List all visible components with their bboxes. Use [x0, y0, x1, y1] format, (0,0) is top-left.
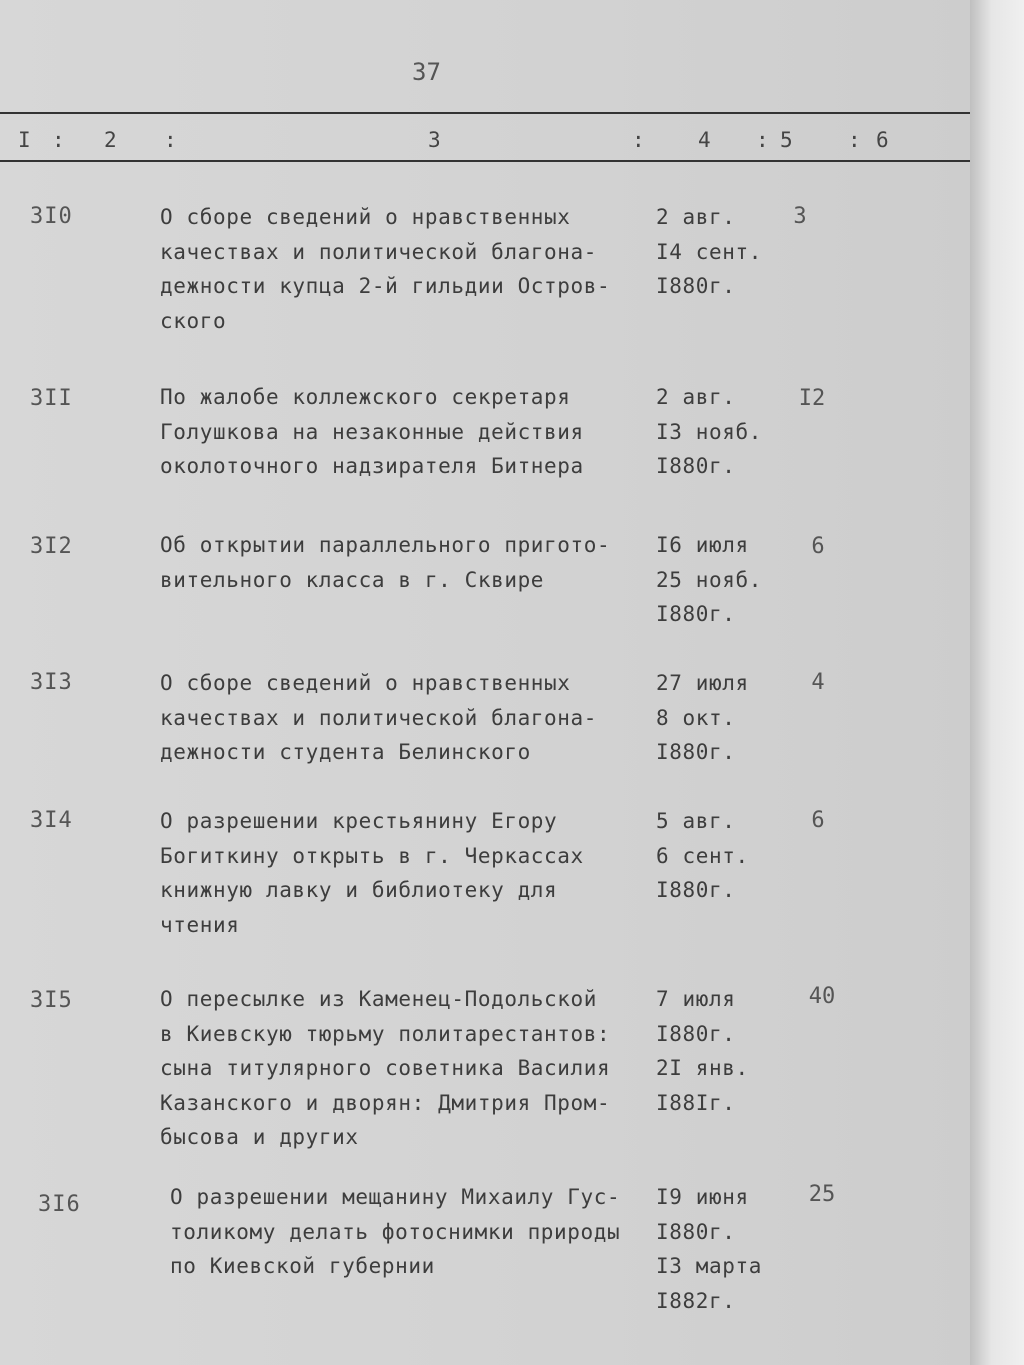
- entry-date-line: I4 сент.: [656, 239, 762, 264]
- entry-date-line: 8 окт.: [656, 705, 736, 730]
- entry-title-line: Казанского и дворян: Дмитрия Пром-: [160, 1090, 611, 1115]
- entry-title-line: О разрешении крестьянину Егору: [160, 809, 558, 833]
- entry-date-line: I882г.: [656, 1288, 736, 1313]
- entry-title: [160, 528, 630, 597]
- column-header-1: I: [18, 128, 31, 152]
- entry-title: [160, 982, 630, 1155]
- entry-date-line: I3 марта: [656, 1254, 762, 1278]
- entry-date-line: 2 авг.: [656, 385, 736, 409]
- entry-title-line: по Киевской губернии: [170, 1254, 435, 1278]
- entry-date-line: 27 июля: [656, 671, 749, 695]
- entry-dates: [656, 380, 762, 484]
- entry-dates: [656, 804, 749, 908]
- entry-date-line: I880г.: [656, 1021, 736, 1046]
- column-header-4: 4: [698, 128, 711, 152]
- column-separator: :: [756, 128, 769, 152]
- entry-number: 3I4: [30, 808, 73, 833]
- entry-title-line: Голушкова на незаконные действия: [160, 419, 584, 444]
- entry-title-line: ского: [160, 308, 227, 333]
- entry-title-line: О разрешении мещанину Михаилу Гус-: [170, 1185, 621, 1209]
- entry-number: 3II: [30, 386, 73, 411]
- entry-title-line: По жалобе коллежского секретаря: [160, 385, 571, 409]
- entry-sheet-count: 6: [811, 808, 825, 833]
- entry-sheet-count: 4: [811, 670, 825, 695]
- column-separator: :: [632, 128, 645, 152]
- entry-title-line: сына титулярного советника Василия: [160, 1056, 611, 1080]
- entry-title-line: Об открытии параллельного пригото-: [160, 533, 611, 557]
- entry-number: 3I0: [30, 204, 73, 229]
- column-header-3: 3: [428, 128, 441, 152]
- column-separator: :: [52, 128, 65, 152]
- entry-dates: [656, 528, 762, 632]
- page-edge: [970, 0, 1024, 1365]
- entry-title-line: О сборе сведений о нравственных: [160, 205, 571, 229]
- entry-title: [160, 380, 630, 484]
- entry-title-line: книжную лавку и библиотеку для: [160, 878, 558, 902]
- column-header-2: 2: [104, 128, 117, 152]
- entry-title-line: бысова и других: [160, 1125, 359, 1149]
- entry-date-line: I880г.: [656, 454, 736, 478]
- entry-sheet-count: 40: [808, 984, 836, 1009]
- entry-title-line: О пересылке из Каменец-Подольской: [160, 987, 598, 1011]
- entry-date-line: 2 авг.: [656, 205, 736, 229]
- entry-title-line: чтения: [160, 912, 240, 937]
- entry-dates: [656, 1180, 762, 1318]
- header-rule-top: [0, 112, 970, 114]
- entry-date-line: 7 июля: [656, 987, 736, 1011]
- entry-number: 3I3: [30, 670, 73, 695]
- entry-title-line: дежности студента Белинского: [160, 740, 531, 764]
- entry-date-line: I6 июля: [656, 533, 749, 557]
- entry-title: [170, 1180, 640, 1284]
- entry-date-line: I880г.: [656, 274, 736, 298]
- entry-title: [160, 666, 630, 770]
- entry-title-line: О сборе сведений о нравственных: [160, 671, 571, 695]
- entry-date-line: I3 нояб.: [656, 419, 762, 444]
- entry-title: [160, 200, 630, 338]
- entry-title-line: дежности купца 2-й гильдии Остров-: [160, 274, 611, 298]
- entry-sheet-count: 6: [811, 534, 825, 559]
- entry-number: 3I5: [30, 988, 73, 1013]
- entry-title-line: в Киевскую тюрьму политарестантов:: [160, 1021, 611, 1046]
- entry-date-line: I880г.: [656, 602, 736, 626]
- column-header-5: 5: [780, 128, 793, 152]
- entry-sheet-count: 25: [808, 1182, 836, 1207]
- column-separator: :: [164, 128, 177, 152]
- entry-title-line: толикому делать фотоснимки природы: [170, 1219, 621, 1244]
- entry-date-line: I88Iг.: [656, 1090, 736, 1115]
- entry-title: [160, 804, 630, 942]
- entry-date-line: I880г.: [656, 878, 736, 902]
- entry-title-line: околоточного надзирателя Битнера: [160, 454, 584, 478]
- column-header-6: 6: [876, 128, 889, 152]
- page-number: 37: [412, 58, 441, 86]
- entry-dates: [656, 666, 749, 770]
- entry-title-line: вительного класса в г. Сквире: [160, 567, 545, 592]
- entry-dates: [656, 200, 762, 304]
- entry-date-line: 25 нояб.: [656, 567, 762, 592]
- header-rule-bottom: [0, 160, 970, 162]
- entry-title-line: качествах и политической благона-: [160, 705, 598, 730]
- column-separator: :: [848, 128, 861, 152]
- entry-title-line: Богиткину открыть в г. Черкассах: [160, 843, 584, 868]
- entry-date-line: I9 июня: [656, 1185, 749, 1209]
- entry-dates: [656, 982, 749, 1120]
- entry-date-line: 6 сент.: [656, 843, 749, 868]
- entry-number: 3I6: [38, 1192, 81, 1217]
- entry-number: 3I2: [30, 534, 73, 559]
- entry-sheet-count: I2: [798, 386, 826, 411]
- entry-date-line: I880г.: [656, 740, 736, 764]
- entry-title-line: качествах и политической благона-: [160, 239, 598, 264]
- entry-date-line: I880г.: [656, 1219, 736, 1244]
- entry-date-line: 5 авг.: [656, 809, 736, 833]
- entry-sheet-count: 3: [793, 204, 807, 229]
- entry-date-line: 2I янв.: [656, 1056, 749, 1080]
